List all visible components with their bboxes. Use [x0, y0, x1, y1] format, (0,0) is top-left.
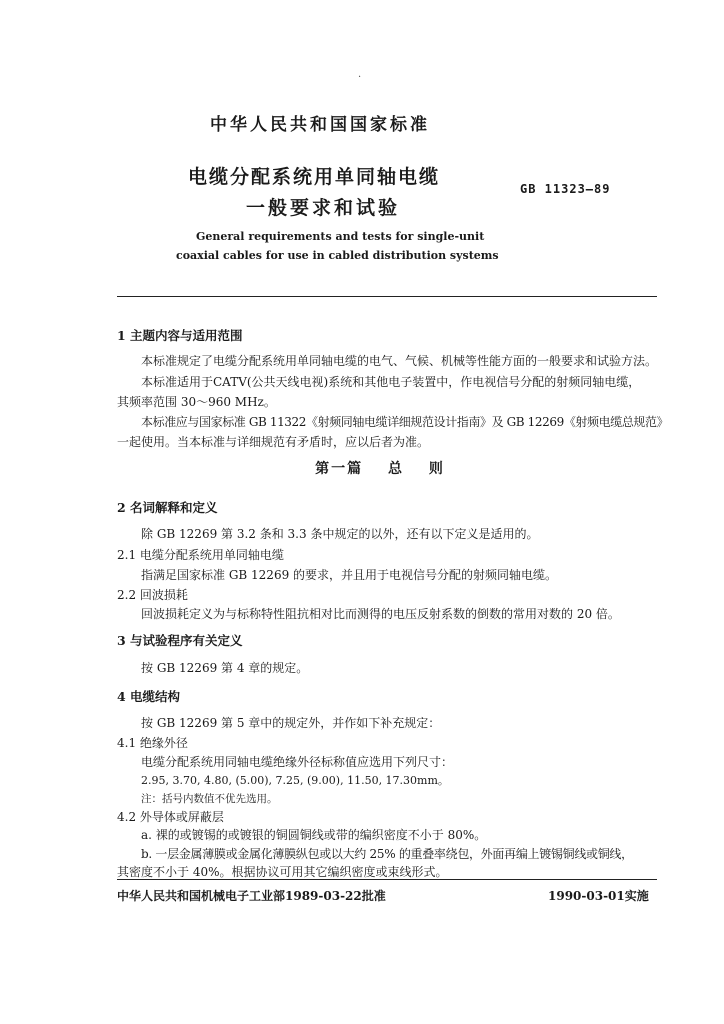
- header-divider: [117, 296, 657, 297]
- section-1-paragraph-2b: 其频率范围 30～960 MHz。: [117, 395, 276, 409]
- section-1-paragraph-1: 本标准规定了电缆分配系统用单同轴电缆的电气、气候、机械等性能方面的一般要求和试验方法。: [141, 354, 658, 368]
- section-4-2-heading: 4.2 外导体或屏蔽层: [117, 810, 224, 824]
- section-3-paragraph: 按 GB 12269 第 4 章的规定。: [141, 661, 309, 675]
- section-1-paragraph-3a: 本标准应与国家标准 GB 11322《射频同轴电缆详细规范设计指南》及 GB 12269《射频电缆总规范》: [141, 415, 669, 429]
- section-4-2-item-a: a. 裸的或镀锡的或镀银的铜圆铜线或带的编织密度不小于 80%。: [141, 828, 487, 842]
- section-4-1-dimensions: 2.95, 3.70, 4.80, (5.00), 7.25, (9.00), 11.50, 17.30mm。: [141, 774, 449, 787]
- document-title-line1: 电缆分配系统用单同轴电缆: [188, 166, 441, 188]
- section-2-2-paragraph: 回波损耗定义为与标称特性阻抗相对比而测得的电压反射系数的倒数的常用对数的 20 倍。: [141, 607, 620, 621]
- section-2-1-heading: 2.1 电缆分配系统用单同轴电缆: [117, 548, 284, 562]
- section-4-2-item-b-line2: 其密度不小于 40%。根据协议可用其它编织密度或束线形式。: [117, 865, 448, 879]
- implementation-date: 1990-03-01实施: [548, 889, 649, 903]
- section-2-heading: 2 名词解释和定义: [117, 500, 218, 515]
- section-4-1-paragraph: 电缆分配系统用同轴电缆绝缘外径标称值应选用下列尺寸：: [141, 755, 454, 769]
- english-title-line1: General requirements and tests for single-unit: [196, 230, 485, 243]
- section-4-2-item-b-line1: b. 一层金属薄膜或金属化薄膜纵包或以大约 25% 的重叠率绕包，外面再编上镀锡铜线或铜线，: [141, 847, 633, 861]
- standard-number: GB 11323—89: [520, 182, 611, 196]
- section-2-2-heading: 2.2 回波损耗: [117, 588, 188, 602]
- section-2-paragraph: 除 GB 12269 第 3.2 条和 3.3 条中规定的以外，还有以下定义是适用的。: [141, 527, 539, 541]
- section-1-paragraph-3b: 一起使用。当本标准与详细规范有矛盾时，应以后者为准。: [117, 435, 430, 449]
- section-1-paragraph-2a: 本标准适用于CATV(公共天线电视)系统和其他电子装置中，作电视信号分配的射频同轴电缆，: [141, 375, 641, 389]
- english-title-line2: coaxial cables for use in cabled distribution systems: [176, 249, 499, 262]
- part-1-title: 第一篇 总 则: [315, 461, 445, 477]
- document-title-line2: 一般要求和试验: [246, 197, 401, 219]
- section-4-1-note: 注：括号内数值不优先选用。: [141, 793, 278, 805]
- section-1-heading: 1 主题内容与适用范围: [117, 328, 243, 343]
- top-dot-mark: ·: [358, 72, 362, 83]
- section-3-heading: 3 与试验程序有关定义: [117, 633, 243, 648]
- approval-statement: 中华人民共和国机械电子工业部1989-03-22批准: [117, 889, 386, 903]
- section-4-paragraph: 按 GB 12269 第 5 章中的规定外，并作如下补充规定：: [141, 716, 441, 730]
- section-4-heading: 4 电缆结构: [117, 689, 181, 704]
- section-4-1-heading: 4.1 绝缘外径: [117, 736, 188, 750]
- section-2-1-paragraph: 指满足国家标准 GB 12269 的要求，并且用于电视信号分配的射频同轴电缆。: [141, 568, 558, 582]
- standard-category-title: 中华人民共和国国家标准: [210, 115, 430, 135]
- footer-divider: [117, 879, 657, 880]
